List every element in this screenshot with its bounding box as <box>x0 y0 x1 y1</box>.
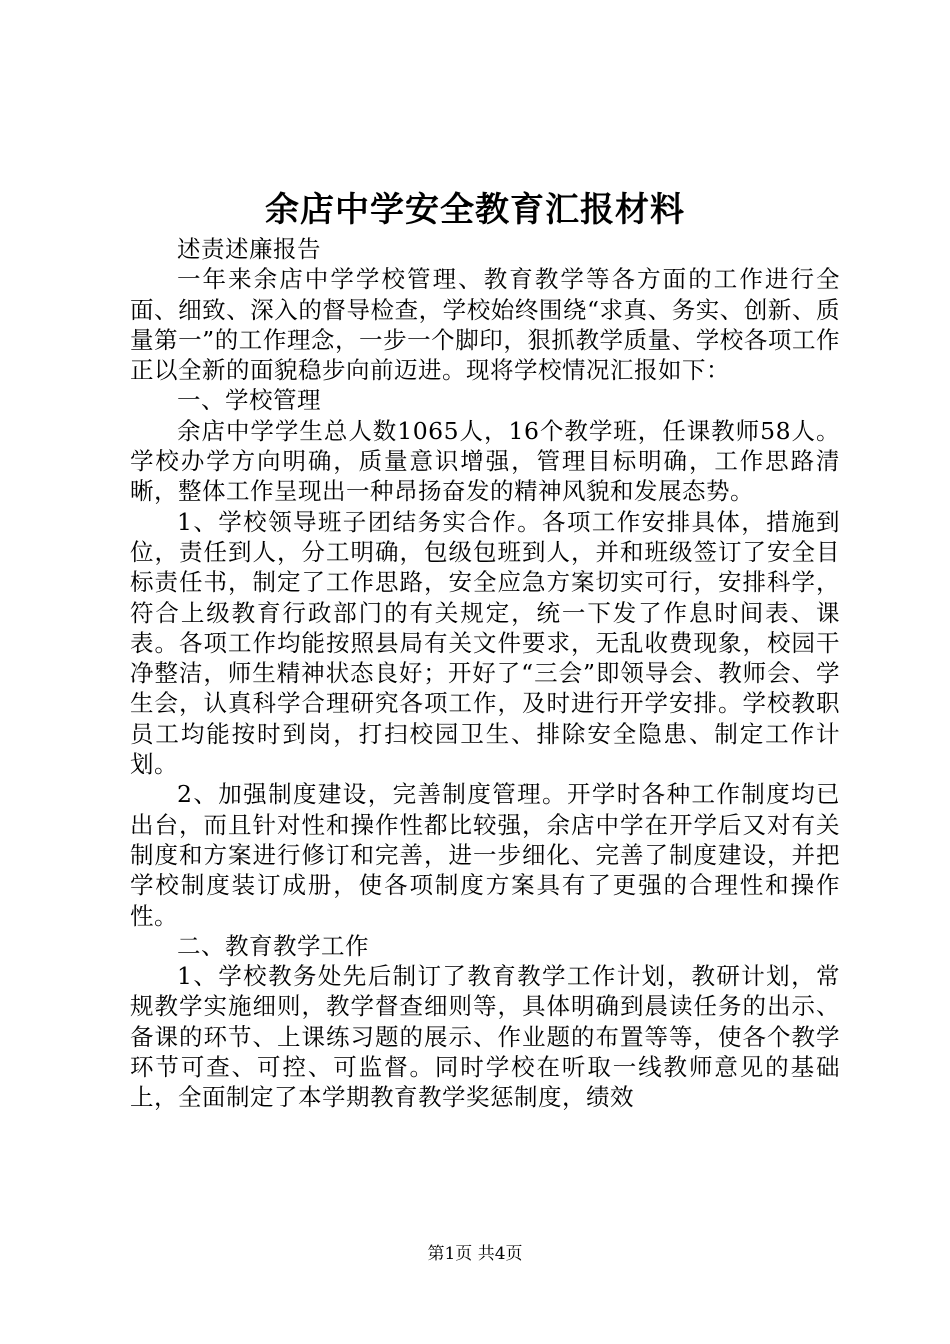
paragraph-system-building: 2、加强制度建设，完善制度管理。开学时各种工作制度均已出台，而且针对性和操作性都比较强，余店中学在开学后又对有关制度和方案进行修订和完善，进一步细化、完善了制度建设，并把学校制度装订成册，使各项制度方案具有了更强的合理性和操作性。 <box>130 780 840 930</box>
paragraph-leadership: 1、学校领导班子团结务实合作。各项工作安排具体，措施到位，责任到人，分工明确，包级包班到人，并和班级签订了安全目标责任书，制定了工作思路，安全应急方案切实可行，安排科学，符合上级教育行政部门的有关规定，统一下发了作息时间表、课表。各项工作均能按照县局有关文件要求，无乱收费现象，校园干净整洁，师生精神状态良好；开好了“三会”即领导会、教师会、学生会，认真科学合理研究各项工作，及时进行开学安排。学校教职员工均能按时到岗，打扫校园卫生、排除安全隐患、制定工作计划。 <box>130 507 840 779</box>
paragraph-teaching-plan: 1、学校教务处先后制订了教育教学工作计划，教研计划，常规教学实施细则，教学督查细则等，具体明确到晨读任务的出示、备课的环节、上课练习题的展示、作业题的布置等等，使各个教学环节可查、可控、可监督。同时学校在听取一线教师意见的基础上，全面制定了本学期教育教学奖惩制度，绩效 <box>130 962 840 1112</box>
paragraph-school-overview: 余店中学学生总人数1065人，16个教学班，任课教师58人。学校办学方向明确，质量意识增强，管理目标明确，工作思路清晰，整体工作呈现出一种昂扬奋发的精神风貌和发展态势。 <box>130 416 840 506</box>
page-number-footer: 第1页 共4页 <box>427 1244 523 1264</box>
intro-paragraph: 一年来余店中学学校管理、教育教学等各方面的工作进行全面、细致、深入的督导检查，学校始终围绕“求真、务实、创新、质量第一”的工作理念，一步一个脚印，狠抓教学质量、学校各项工作正以全新的面貌稳步向前迈进。现将学校情况汇报如下： <box>130 265 840 385</box>
section-heading-teaching: 二、教育教学工作 <box>177 931 369 960</box>
document-title: 余店中学安全教育汇报材料 <box>265 190 685 230</box>
document-body <box>130 234 840 1113</box>
section-heading-school-management: 一、学校管理 <box>177 386 321 415</box>
subtitle-paragraph: 述责述廉报告 <box>177 235 321 263</box>
